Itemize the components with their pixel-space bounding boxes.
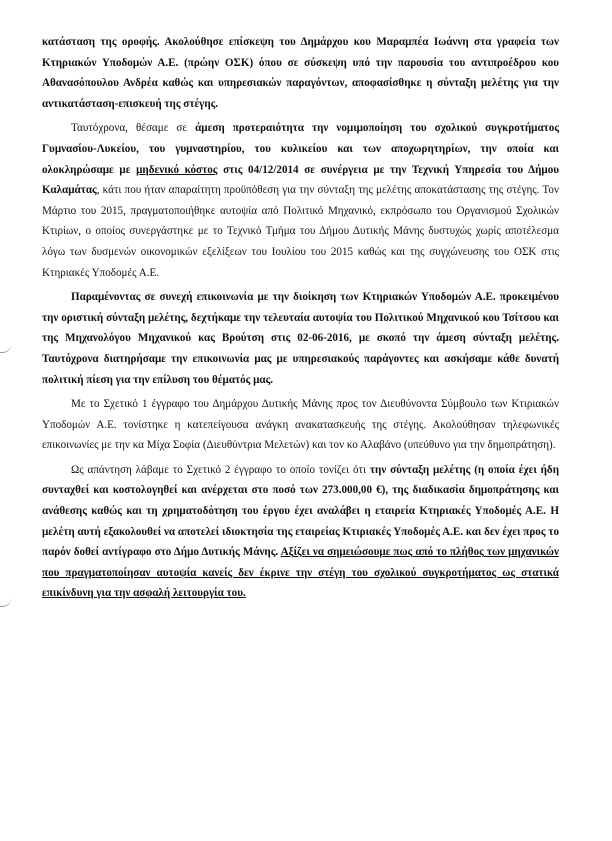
text-run: άμεση προτεραιότητα την νομιμοποίηση του σχολικού συγκροτήματος Γυμνασίου-Λυκείου, του γυμναστηρίου, του κυλικείου και των αποχωρητηρίων, την οποία και ολοκληρώσαμε με (42, 122, 560, 176)
margin-punch-mark-lower (0, 596, 12, 607)
text-run: μηδενικό κόστος (136, 163, 218, 176)
paragraph-3 (42, 287, 559, 390)
text-run: Ταυτόχρονα, θέσαμε σε (71, 122, 196, 135)
margin-punch-mark-upper (0, 342, 12, 353)
paragraph-1 (42, 32, 559, 114)
text-run: κατάσταση της οροφής. Ακολούθησε επίσκεψη του Δημάρχου κου Μαραμπέα Ιωάννη στα γραφεία των Κτηριακών Υποδομών Α.Ε. (πρώην ΟΣΚ) όπου σε σύσκεψη υπό την παρουσία του αντιπροέδρου κου Αθανασόπουλου Ανδρέα καθώς και υπηρεσιακών παραγόντων, αποφασίσθηκε η σύνταξη μελέτης για την αντικατάσταση-επισκευή της στέγης. (42, 36, 559, 110)
text-run: Ως απάντηση λάβαμε το Σχετικό 2 έγγραφο το οποίο τονίζει ότι (71, 463, 370, 476)
paragraph-2 (42, 118, 559, 283)
text-run: την σύνταξη μελέτης (η οποία έχει ήδη συνταχθεί και κοστολογηθεί και ανέρχεται στο ποσό των 273.000,00 €), της διαδικασία δημοπράτησης και ανάθεσης καθώς και τη χρηματοδότηση του έργου έχει αναλάβει η εταιρεία Κτηριακές Υποδομές Α.Ε. Η μελέτη αυτή εξακολουθεί να αποτελεί ιδιοκτησία της εταιρείας Κτιριακές Υποδομές Α.Ε. και δεν έχει προς το παρόν δοθεί αντίγραφο στο Δήμο Δυτικής Μάνης. (42, 463, 559, 559)
paragraph-5 (42, 460, 559, 604)
text-run: Αξίζει να σημειώσουμε πως από το πλήθος των μηχανικών που πραγματοποίησαν αυτοψία κανείς δεν έκρινε την στέγη του σχολικού συγκροτήματος ως στατικά επικίνδυνη για την ασφαλή λειτουργία του. (42, 546, 559, 600)
text-run: Με το Σχετικό 1 έγγραφο του Δημάρχου Δυτικής Μάνης προς τον Διευθύνοντα Σύμβουλο των Κτιριακών Υποδομών Α.Ε. τονίστηκε η κατεπείγουσα ανάγκη ανακατασκευής της στέγης. Ακολούθησαν τηλεφωνικές επικοινωνίες με την κα Μίχα Σοφία (Διευθύντρια Μελετών) και τον κο Αλαβάνο (υπεύθυνο για την δημοπράτηση). (42, 398, 559, 452)
text-run: στις 04/12/2014 σε συνέργεια με την Τεχνική Υπηρεσία του Δήμου Καλαμάτας (42, 163, 560, 197)
paragraph-4 (42, 394, 559, 456)
text-run: Παραμένοντας σε συνεχή επικοινωνία με την διοίκηση των Κτηριακών Υποδομών Α.Ε. προκειμένου την οριστική σύνταξη μελέτης, δεχτήκαμε την τελευταία αυτοψία του Πολιτικού Μηχανικού κου Τσίτσου και της Μηχανολόγου Μηχανικού κας Βρούτση στις 02-06-2016, με σκοπό την άμεση σύνταξη μελέτης. Ταυτόχρονα διατηρήσαμε την επικοινωνία μας με υπηρεσιακούς παράγοντες και ασκήσαμε κάθε δυνατή πολιτική πίεση για την επίλυση του θέματός μας. (42, 291, 559, 386)
text-run: , κάτι που ήταν απαραίτητη προϋπόθεση για την σύνταξη της μελέτης αποκατάστασης της στέγης. Τον Μάρτιο του 2015, πραγματοποιήθηκε αυτοψία από Πολιτικό Μηχανικό, εκπρόσωπο του Οργανισμού Σχολικών Κτιρίων, ο οποίος συνεργάστηκε με το Τεχνικό Τμήμα του Δήμου Δυτικής Μάνης δυστυχώς χωρίς αποτέλεσμα λόγω των δυσμενών οικονομικών εξελίξεων του Ιουλίου του 2015 καθώς και της συγχώνευσης του ΟΣΚ στις Κτηριακές Υποδομές Α.Ε. (42, 184, 559, 279)
document-page (42, 32, 559, 608)
